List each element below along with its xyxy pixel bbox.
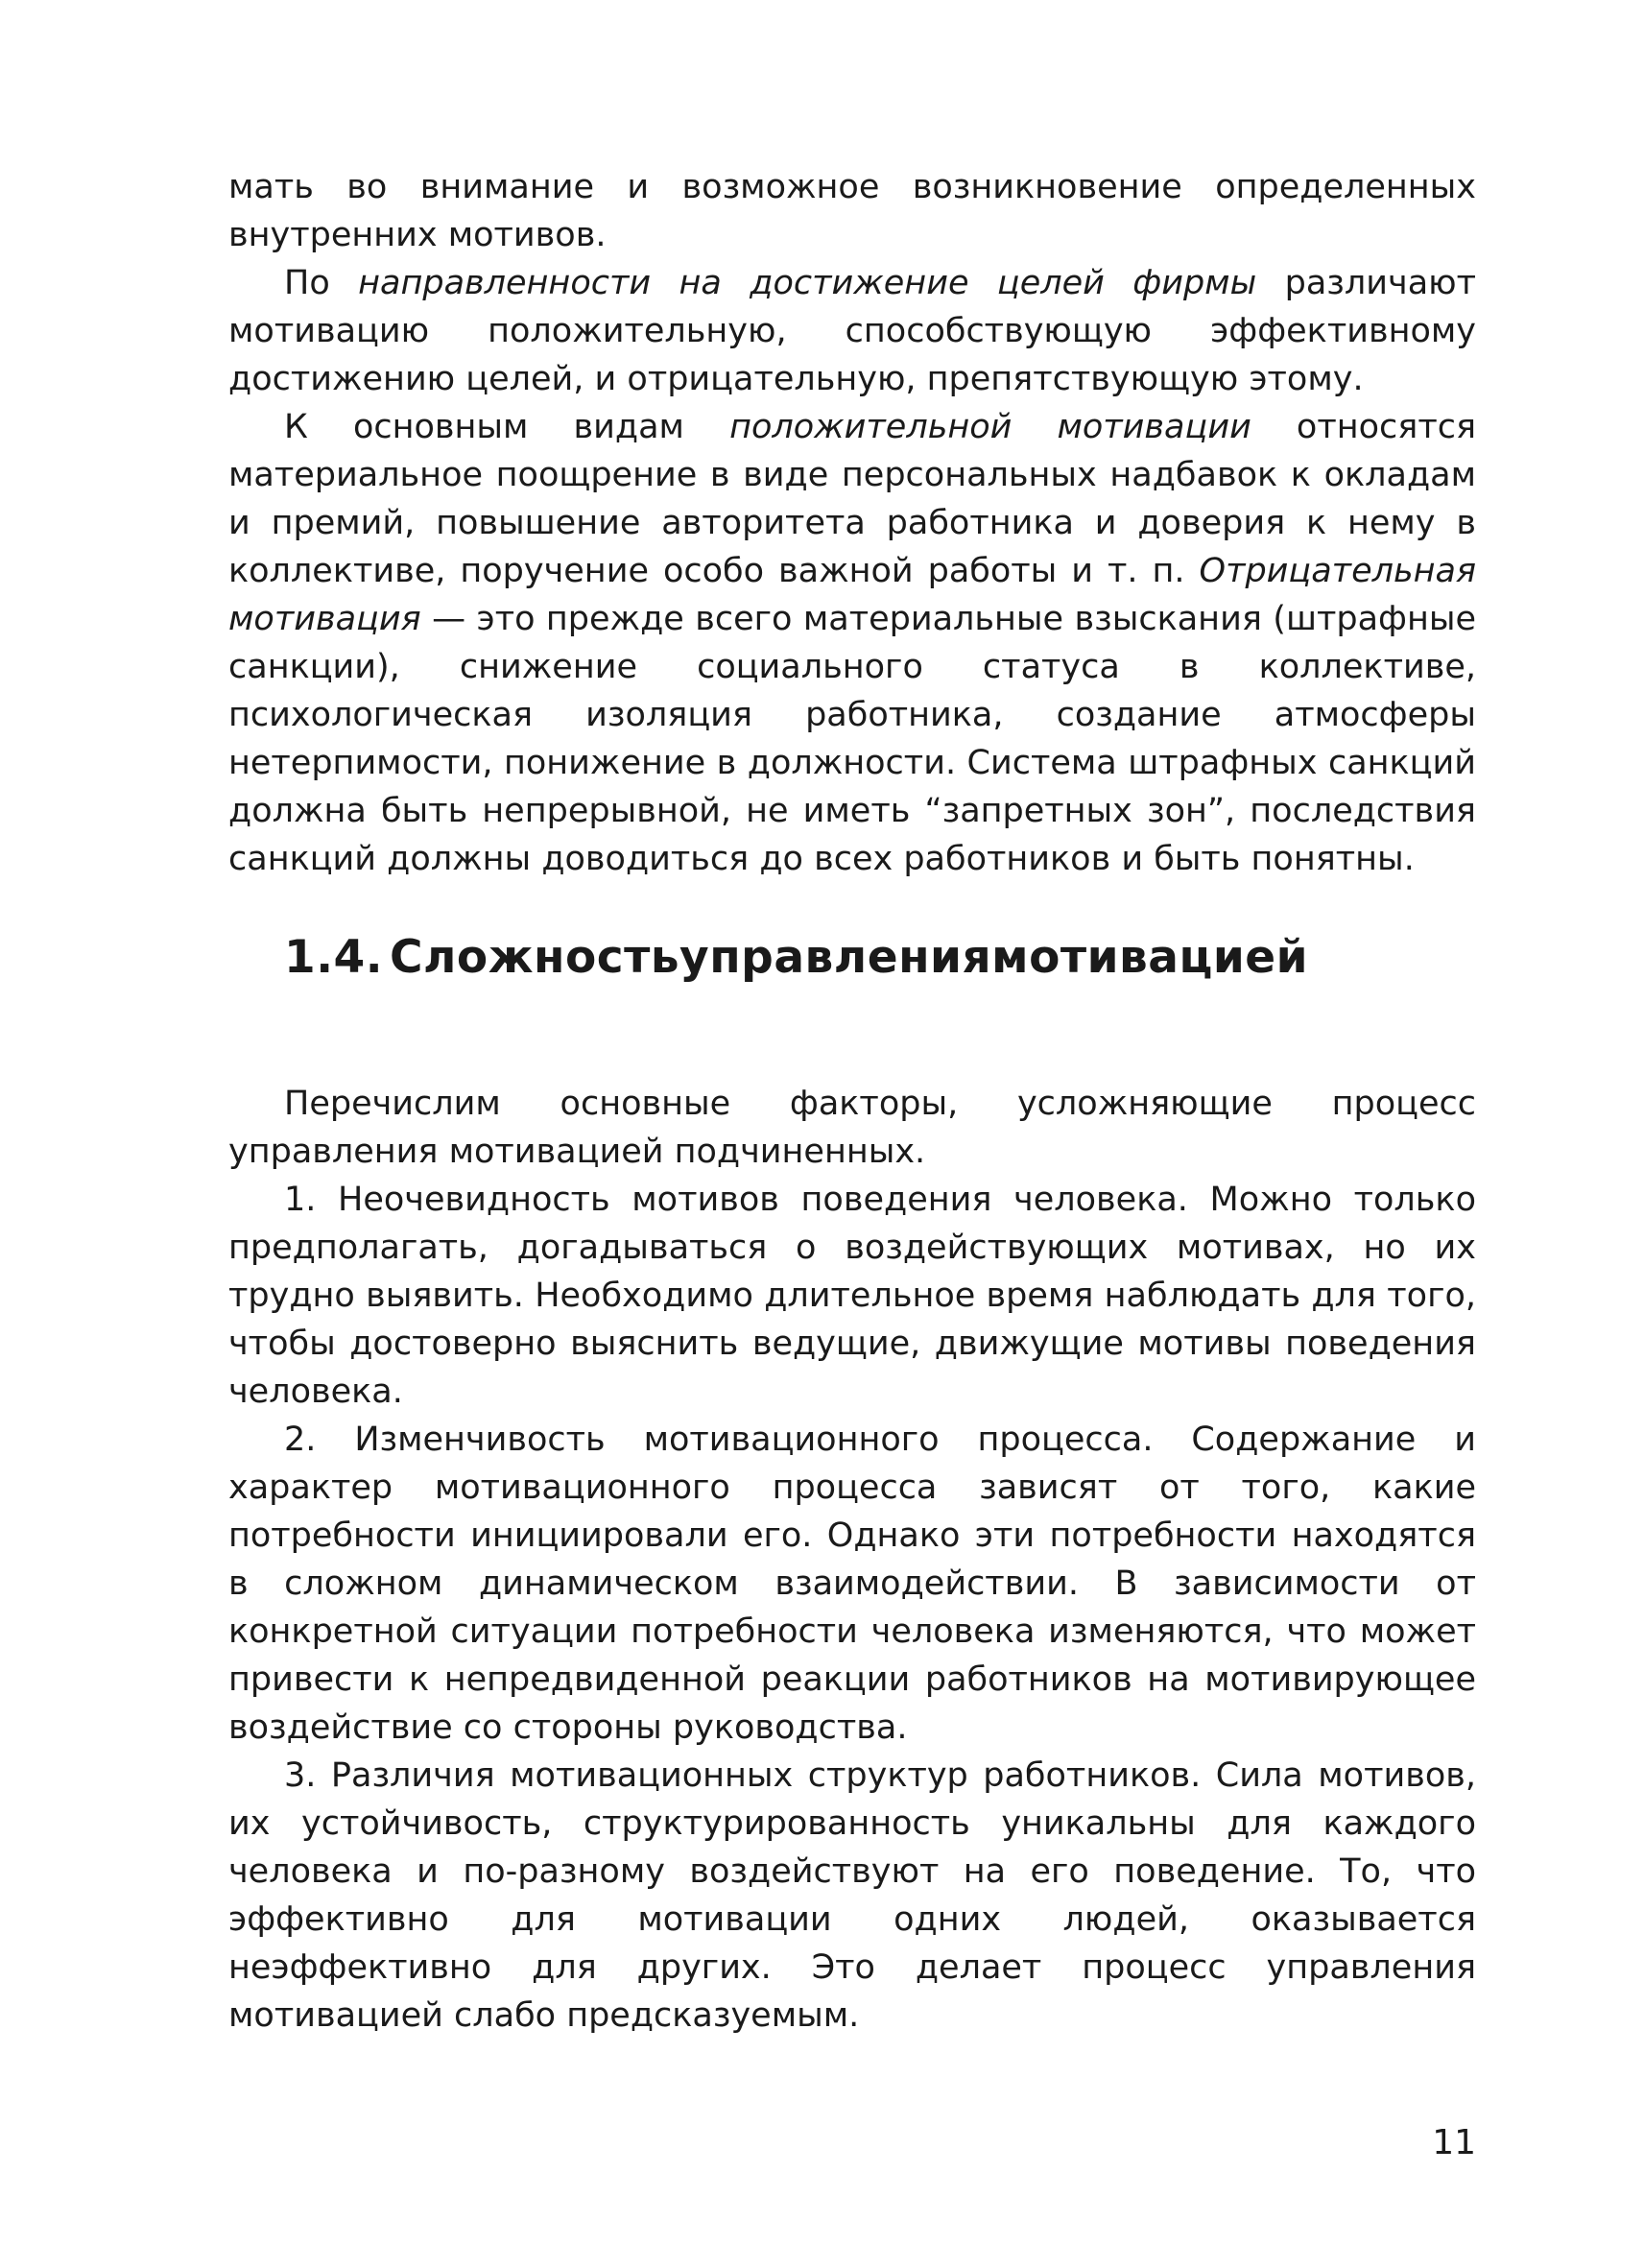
italic-term: положительной мотивации [729,408,1251,446]
italic-term: направленности на достижение целей фирмы [358,264,1257,302]
italic-term: Отрицательная мотивация [228,552,1476,638]
text-segment: различают мотивацию положительную, способствующую эффективному достижению целей, и отрицательную, препятствующую этому. [228,264,1476,398]
section-heading [284,929,1308,987]
section-number: 1.4. [284,931,384,984]
paragraph-direction [228,259,1476,403]
page-body [228,163,1476,883]
section-body [228,1080,1476,2040]
list-item-1: 1. Неочевидность мотивов поведения человека. Можно только предполагать, догадываться о воздействующих мотивах, но их трудно выявить. Необходимо длительное время наблюдать для того, чтобы достоверно выяснить ведущие, движущие мотивы поведения человека. [228,1181,1476,1411]
text-segment: К основным видам [284,408,730,446]
section-title: Сложностьуправлениямотивацией [390,931,1309,984]
list-item-2: 2. Изменчивость мотивационного процесса. Содержание и характер мотивационного процесса зависят от того, какие потребности инициировали его. Однако эти потребности находятся в сложном динамическом взаимодействии. В зависимости от конкретной ситуации потребности человека изменяются, что может привести к непредвиденной реакции работников на мотивирующее воздействие со стороны руководства. [228,1420,1476,1747]
list-item-3: 3. Различия мотивационных структур работников. Сила мотивов, их устойчивость, структурированность уникальны для каждого человека и по-разному воздействуют на его поведение. То, что эффективно для мотивации одних людей, оказывается неэффективно для других. Это делает процесс управления мотивацией слабо предсказуемым. [228,1756,1476,2035]
text-segment: относятся материальное поощрение в виде персональных надбавок к окладам и премий, повышение авторитета работника и доверия к нему в коллективе, поручение особо важной работы и т. п. [228,408,1477,590]
paragraph-motivation-types [228,403,1476,883]
text-segment: — это прежде всего материальные взыскания (штрафные санкции), снижение социального статуса в коллективе, психологическая изоляция работника, создание атмосферы нетерпимости, понижение в должности. Система штрафных санкций должна быть непрерывной, не иметь “запретных зон”, последствия санкций должны доводиться до всех работников и быть понятны. [228,600,1476,878]
text-segment: По [284,264,359,302]
paragraph-intro: Перечислим основные факторы, усложняющие процесс управления мотивацией подчиненных. [228,1085,1476,1171]
paragraph-continuation: мать во внимание и возможное возникновение определенных внутренних мотивов. [228,168,1476,254]
page-number: 11 [1432,2123,1476,2162]
